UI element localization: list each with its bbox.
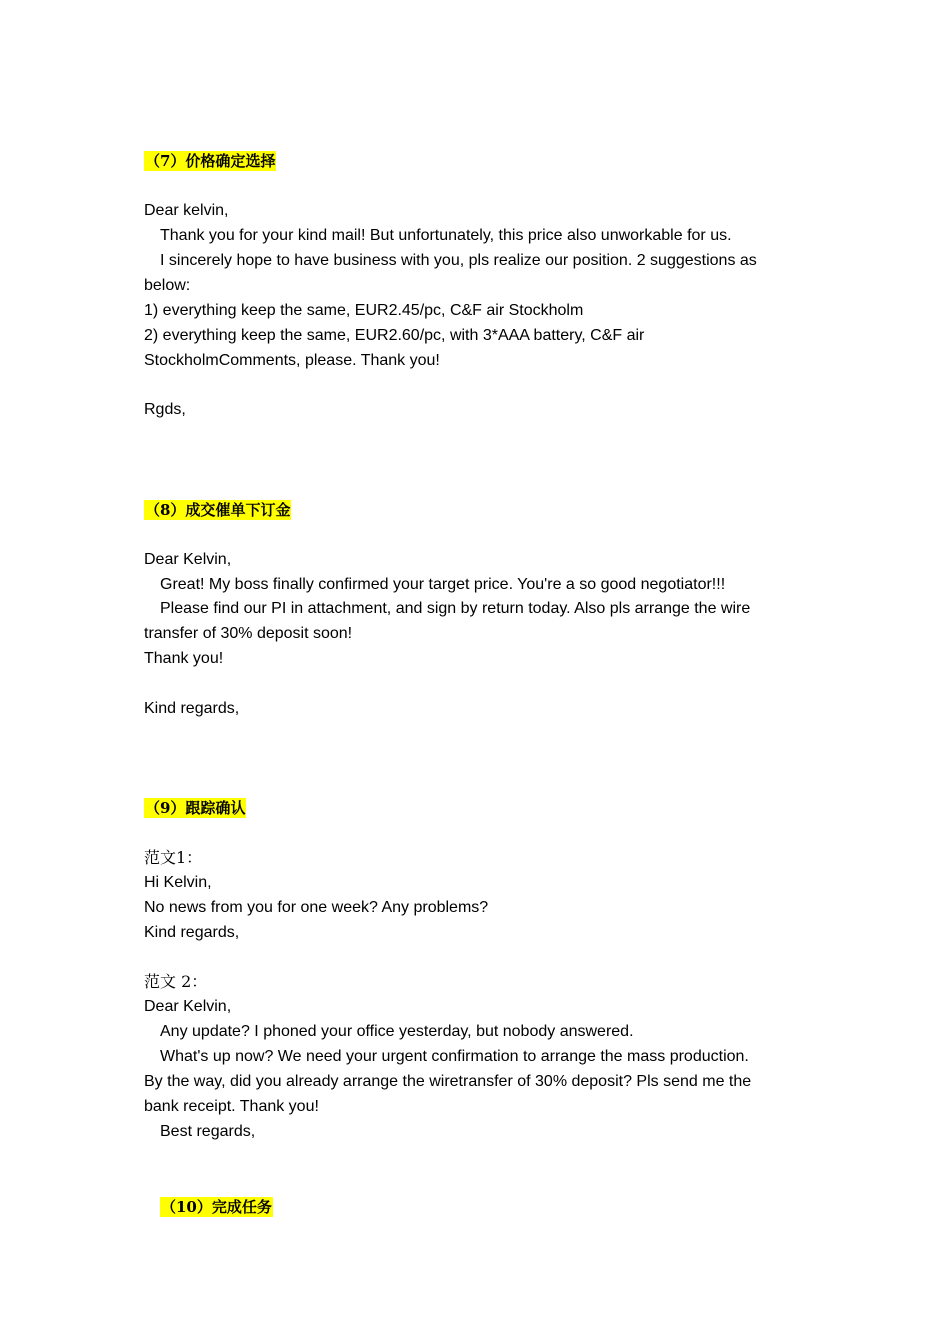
email-body-line: StockholmComments, please. Thank you! [144, 352, 440, 369]
sample-label: 范文 2： [144, 972, 208, 991]
email-body-line: No news from you for one week? Any problems? [144, 899, 489, 916]
email-body-line: transfer of 30% deposit soon! [144, 625, 353, 642]
email-body-line: What's up now? We need your urgent confirmation to arrange the mass production. [160, 1048, 749, 1065]
email-body-line: below: [144, 277, 191, 294]
section-heading-8: （8）成交催单下订金 [145, 501, 291, 519]
email-body-line: I sincerely hope to have business with you, pls realize our position. 2 suggestions as [160, 252, 757, 269]
email-list-item: 1) everything keep the same, EUR2.45/pc, C&F air Stockholm [144, 302, 584, 319]
section-heading-9: （9）跟踪确认 [145, 799, 246, 817]
sample-label: 范文1： [144, 848, 203, 867]
section-heading-7: （7）价格确定选择 [145, 152, 276, 170]
email-signoff: Kind regards, [144, 700, 240, 717]
email-list-item: 2) everything keep the same, EUR2.60/pc, with 3*AAA battery, C&F air [144, 327, 645, 344]
section-heading-10: （10）完成任务 [161, 1198, 272, 1216]
email-body-line: Great! My boss finally confirmed your target price. You're a so good negotiator!!! [160, 576, 726, 593]
email-body-line: By the way, did you already arrange the wiretransfer of 30% deposit? Pls send me the [144, 1073, 752, 1090]
email-salutation: Hi Kelvin, [144, 874, 212, 891]
email-signoff: Kind regards, [144, 924, 240, 941]
email-body-line: Please find our PI in attachment, and sign by return today. Also pls arrange the wire [160, 600, 751, 617]
email-body-line: Thank you for your kind mail! But unfortunately, this price also unworkable for us. [160, 227, 732, 244]
email-signoff: Best regards, [160, 1123, 256, 1140]
email-salutation: Dear Kelvin, [144, 998, 232, 1015]
email-salutation: Dear kelvin, [144, 202, 229, 219]
email-body-line: Any update? I phoned your office yesterday, but nobody answered. [160, 1023, 634, 1040]
email-body-line: Thank you! [144, 650, 224, 667]
email-body-line: bank receipt. Thank you! [144, 1098, 319, 1115]
email-salutation: Dear Kelvin, [144, 551, 232, 568]
email-signoff: Rgds, [144, 401, 186, 418]
